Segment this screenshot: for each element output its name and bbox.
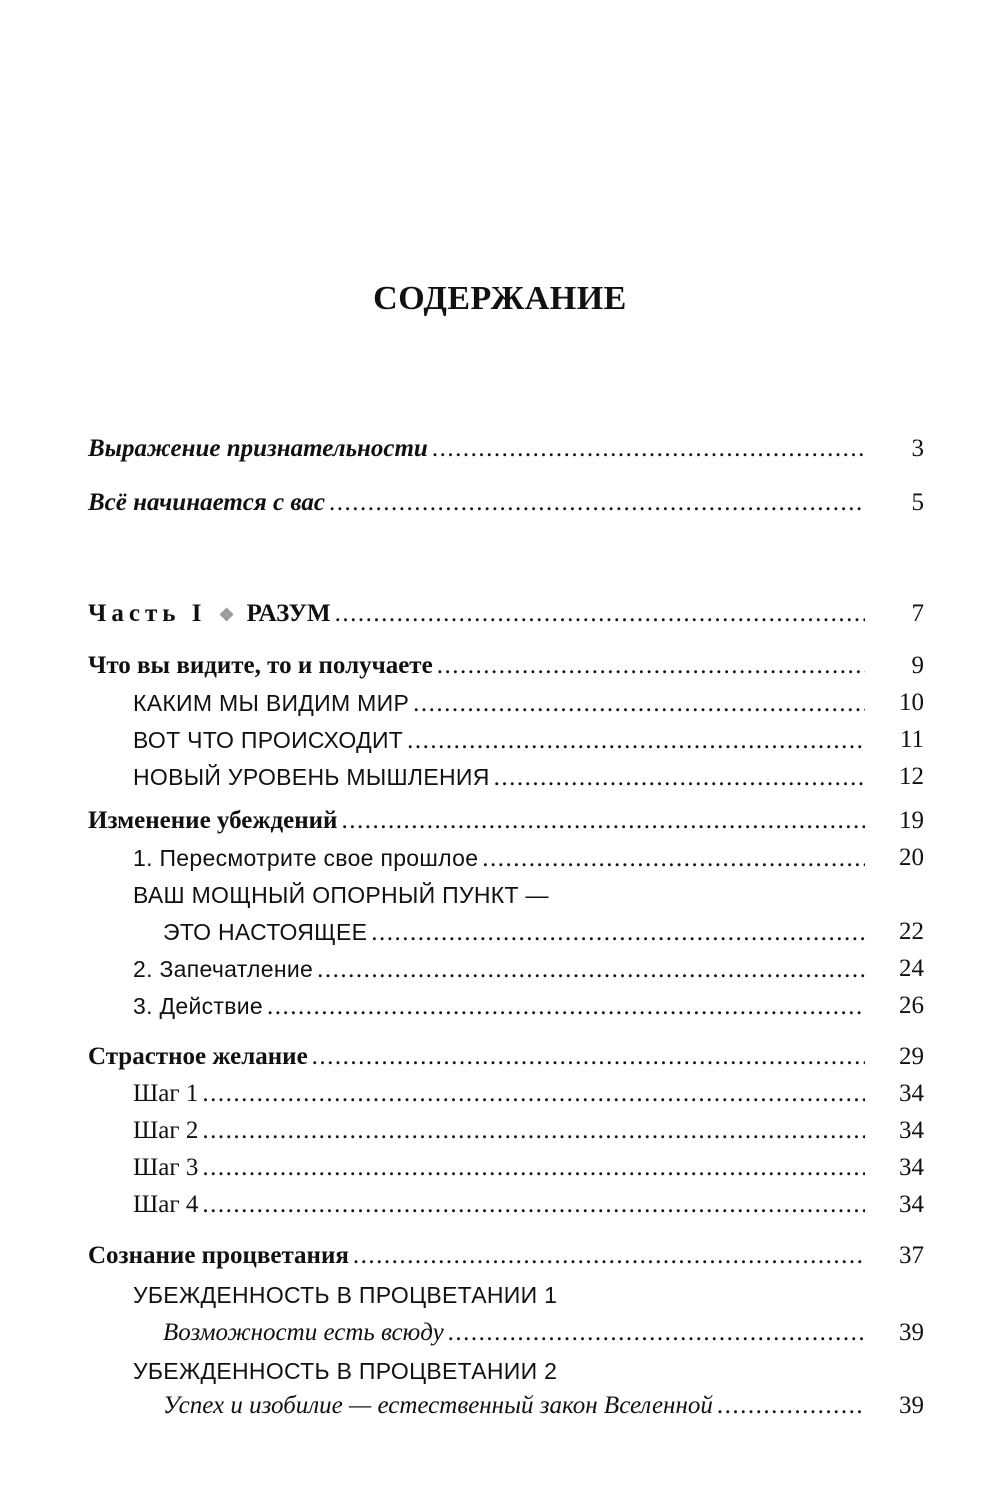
toc-subentry[interactable] — [88, 1278, 950, 1312]
toc-page-number: 37 — [899, 1242, 924, 1269]
toc-entry-title: Всё начинается с вас — [88, 489, 325, 516]
toc-page-number: 19 — [899, 807, 924, 834]
toc-entry-title: ВОТ ЧТО ПРОИСХОДИТ — [133, 727, 404, 753]
toc-page-number: 7 — [911, 600, 924, 627]
toc-entry-title: УБЕЖДЕННОСТЬ В ПРОЦВЕТАНИИ 1 — [133, 1282, 558, 1308]
toc-page-number: 3 — [911, 435, 924, 462]
toc-entry-acknowledgments[interactable] — [88, 432, 950, 466]
toc-subentry[interactable] — [88, 915, 950, 949]
toc-subentry[interactable] — [88, 1188, 950, 1222]
toc-entry-introduction[interactable] — [88, 486, 950, 520]
toc-subentry[interactable] — [88, 723, 950, 757]
toc-subentry[interactable] — [88, 952, 950, 986]
toc-entry-title: Шаг 2 — [133, 1117, 199, 1144]
toc-subentry[interactable] — [88, 989, 950, 1023]
toc-page-number: 34 — [899, 1117, 924, 1144]
toc-entry-title: ЭТО НАСТОЯЩЕЕ — [163, 919, 368, 945]
toc-entry-title: Возможности есть всюду — [163, 1319, 444, 1346]
toc-subentry[interactable] — [88, 1151, 950, 1185]
toc-entry-title: Что вы видите, то и получаете — [88, 652, 433, 679]
toc-entry-title: Страстное желание — [88, 1043, 308, 1070]
toc-entry-title: Шаг 4 — [133, 1191, 199, 1218]
toc-entry-title: ВАШ МОЩНЫЙ ОПОРНЫЙ ПУНКТ — — [133, 882, 549, 908]
toc-entry-title: НОВЫЙ УРОВЕНЬ МЫШЛЕНИЯ — [133, 764, 490, 790]
toc-chapter-heading[interactable] — [88, 1239, 950, 1273]
toc-entry-title: Выражение признательности — [88, 435, 428, 462]
toc-subentry[interactable] — [88, 686, 950, 720]
toc-entry-title: Успех и изобилие — естественный закон Вселенной — [163, 1392, 713, 1419]
toc-entry-title: 3. Действие — [133, 993, 263, 1019]
toc-chapter-heading[interactable] — [88, 1040, 950, 1074]
ornament-diamond-icon: ❖ — [218, 605, 235, 625]
toc-entry-title: Шаг 1 — [133, 1080, 199, 1107]
toc-entry-title: Изменение убеждений — [88, 807, 338, 834]
part-name: РАЗУМ — [246, 600, 331, 627]
page-title: СОДЕРЖАНИЕ — [373, 280, 627, 317]
toc-subentry[interactable] — [88, 1354, 950, 1388]
part-label: Часть I — [88, 600, 207, 627]
toc-entry-title: КАКИМ МЫ ВИДИМ МИР — [133, 690, 410, 716]
toc-page-number: 26 — [899, 992, 924, 1019]
toc-page-number: 9 — [911, 652, 924, 679]
toc-page-number: 34 — [899, 1080, 924, 1107]
toc-part-heading[interactable] — [88, 597, 950, 631]
toc-subentry[interactable] — [88, 1114, 950, 1148]
toc-page-number: 11 — [899, 726, 924, 753]
toc-subentry[interactable] — [88, 760, 950, 794]
toc-entry-title: УБЕЖДЕННОСТЬ В ПРОЦВЕТАНИИ 2 — [133, 1358, 558, 1384]
toc-page-number: 29 — [899, 1043, 924, 1070]
toc-page-number: 34 — [899, 1154, 924, 1181]
toc-page-number: 5 — [911, 489, 924, 516]
toc-page-number: 22 — [899, 918, 924, 945]
toc-page-number: 39 — [899, 1392, 924, 1419]
toc-page-number: 34 — [899, 1191, 924, 1218]
toc-page-number: 10 — [899, 689, 924, 716]
toc-chapter-heading[interactable] — [88, 804, 950, 838]
toc-page-number: 24 — [899, 955, 924, 982]
toc-page-number: 12 — [899, 763, 924, 790]
toc-chapter-heading[interactable] — [88, 649, 950, 683]
toc-subentry[interactable] — [88, 1316, 950, 1350]
toc-entry-title: 1. Пересмотрите свое прошлое — [133, 845, 479, 871]
toc-subentry[interactable] — [88, 841, 950, 875]
toc-entry-title: Сознание процветания — [88, 1242, 349, 1269]
toc-page-number: 39 — [899, 1319, 924, 1346]
toc-subentry[interactable] — [88, 878, 950, 912]
toc-entry-title: Шаг 3 — [133, 1154, 199, 1181]
toc-entry-title: 2. Запечатление — [133, 956, 314, 982]
toc-page-number: 20 — [899, 844, 924, 871]
toc-subentry[interactable] — [88, 1389, 950, 1423]
toc-subentry[interactable] — [88, 1077, 950, 1111]
